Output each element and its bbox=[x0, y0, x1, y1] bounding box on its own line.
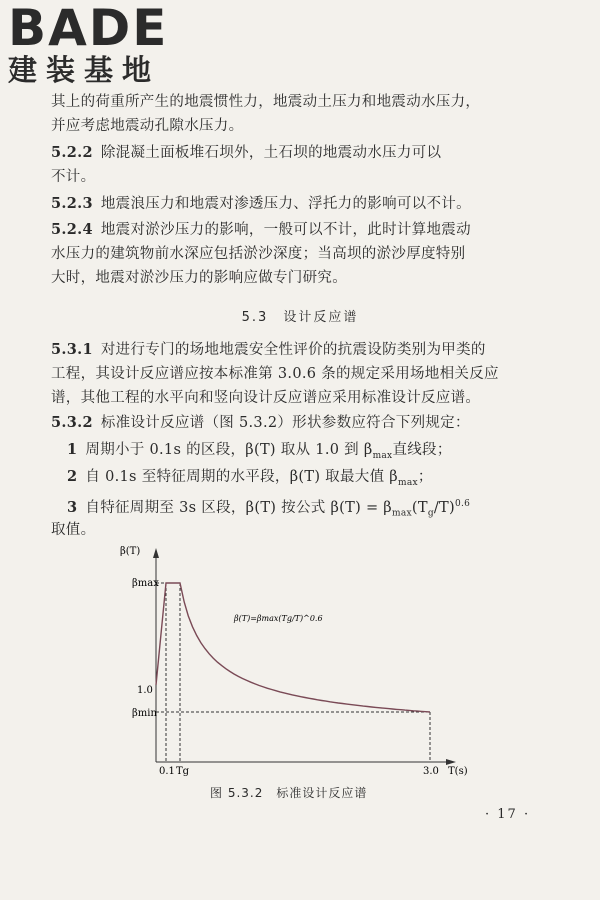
response-spectrum-chart bbox=[0, 540, 600, 780]
subscript: max bbox=[391, 508, 412, 519]
item-text: 周期小于 0.1s 的区段，β(T) 取从 1.0 到 β bbox=[85, 442, 373, 458]
item-number: 1 bbox=[67, 441, 78, 458]
y-axis-arrow bbox=[153, 548, 159, 558]
clause-5-2-3 bbox=[51, 194, 551, 214]
logo-subtitle: 建装基地 bbox=[8, 53, 161, 87]
paragraph-line: 谱，其他工程的水平向和竖向设计反应谱应采用标准设计反应谱。 bbox=[51, 390, 481, 406]
y-tick-1: 1.0 bbox=[137, 685, 153, 696]
paragraph-line: 水压力的建筑物前水深应包括淤沙深度；当高坝的淤沙厚度特别 bbox=[51, 246, 466, 262]
axes bbox=[153, 548, 456, 765]
clause-text: 除混凝土面板堆石坝外，土石坝的地震动水压力可以 bbox=[100, 145, 442, 161]
clause-5-3-2 bbox=[51, 413, 551, 433]
clause-5-2-4 bbox=[51, 220, 551, 240]
list-item bbox=[67, 467, 567, 493]
clause-number: 5.2.3 bbox=[51, 195, 93, 212]
section-title: 设计反应谱 bbox=[283, 310, 359, 325]
item-text: 自 0.1s 至特征周期的水平段，β(T) 取最大值 β bbox=[85, 469, 398, 485]
logo-brand: BADE bbox=[8, 0, 169, 57]
clause-number: 5.3.2 bbox=[51, 414, 93, 431]
item-text: (T bbox=[411, 499, 428, 516]
superscript: 0.6 bbox=[455, 499, 471, 509]
y-axis-label: β(T) bbox=[120, 546, 141, 557]
subscript: g bbox=[427, 508, 434, 519]
guides bbox=[156, 583, 430, 762]
clause-text: 标准设计反应谱（图 5.3.2）形状参数应符合下列规定： bbox=[100, 415, 470, 431]
page-number: · 17 · bbox=[485, 807, 531, 822]
item-text: ； bbox=[417, 469, 433, 485]
clause-5-3-1 bbox=[51, 340, 551, 360]
subscript: max bbox=[372, 450, 393, 461]
clause-number: 5.2.4 bbox=[51, 221, 93, 238]
item-number: 3 bbox=[67, 498, 78, 516]
logo bbox=[8, 2, 168, 86]
paragraph-line: 不计。 bbox=[51, 169, 96, 185]
clause-text: 地震对淤沙压力的影响，一般可以不计，此时计算地震动 bbox=[100, 222, 471, 238]
clause-number: 5.3.1 bbox=[51, 341, 93, 358]
item-text: /T) bbox=[433, 499, 455, 516]
x-axis-arrow bbox=[446, 759, 456, 765]
section-heading bbox=[0, 306, 600, 325]
x-tick-tg: Tg bbox=[176, 766, 190, 777]
x-tick-3: 3.0 bbox=[423, 766, 439, 777]
clause-text: 地震浪压力和地震对渗透压力、浮托力的影响可以不计。 bbox=[100, 196, 471, 212]
paragraph-line: 取值。 bbox=[51, 522, 96, 538]
paragraph-line: 工程，其设计反应谱应按本标准第 3.0.6 条的规定采用场地相关反应 bbox=[51, 366, 499, 382]
spectrum-curve bbox=[156, 583, 430, 712]
list-item bbox=[67, 440, 567, 466]
y-tick-bmax: βmax bbox=[132, 578, 159, 589]
y-tick-bmin: βmin bbox=[132, 708, 157, 719]
section-number: 5.3 bbox=[241, 310, 269, 325]
clause-number: 5.2.2 bbox=[51, 144, 93, 161]
clause-5-2-2 bbox=[51, 143, 551, 163]
paragraph-line: 其上的荷重所产生的地震惯性力，地震动土压力和地震动水压力， bbox=[51, 94, 481, 110]
x-tick-01: 0.1 bbox=[159, 766, 175, 777]
figure-caption: 图 5.3.2 标准设计反应谱 bbox=[210, 786, 368, 800]
item-number: 2 bbox=[67, 468, 78, 485]
item-text: 自特征周期至 3s 区段，β(T) 按公式 β(T) = β bbox=[85, 499, 392, 516]
clause-text: 对进行专门的场地地震安全性评价的抗震设防类别为甲类的 bbox=[100, 342, 486, 358]
subscript: max bbox=[397, 477, 418, 488]
paragraph-line: 并应考虑地震动孔隙水压力。 bbox=[51, 118, 244, 134]
item-text: 直线段； bbox=[392, 442, 452, 458]
paragraph-line: 大时，地震对淤沙压力的影响应做专门研究。 bbox=[51, 270, 347, 286]
x-axis-label: T(s) bbox=[448, 766, 468, 777]
formula-label: β(T)=βmax(Tg/T)^0.6 bbox=[234, 614, 323, 623]
